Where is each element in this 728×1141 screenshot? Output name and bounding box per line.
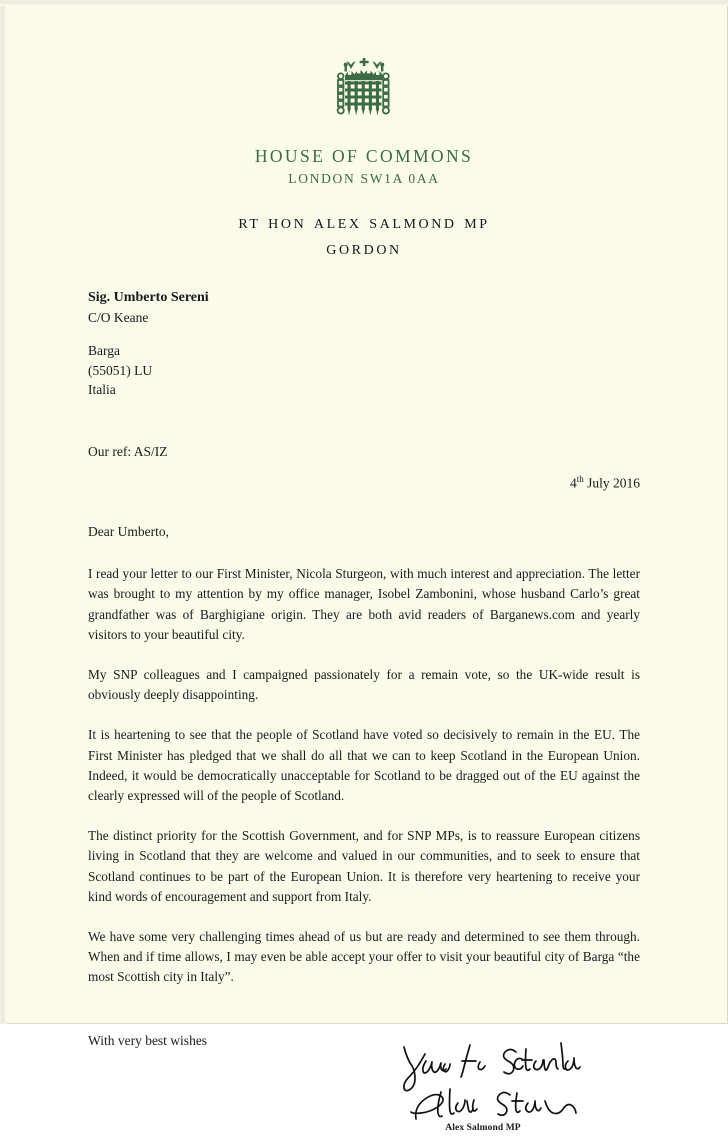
addressee-city: Barga	[88, 342, 120, 358]
body-paragraph: The distinct priority for the Scottish Government, and for SNP MPs, is to reassure European citizens living in Scotland that they are welcome and valued in our communities, and to seek to ensure that Scotland continues to be part of the European Union. It is therefore very heartening to receive your kind words of encouragement and support from Italy.	[88, 828, 640, 904]
member-name: rt hon alex salmond mp	[238, 211, 490, 234]
signed-name: Alex Salmond MP	[445, 1122, 521, 1133]
addressee-block	[88, 288, 640, 400]
member-constituency: gordon	[326, 237, 402, 260]
closing-line: With very best wishes	[88, 1032, 208, 1048]
addressee-country: Italia	[88, 382, 116, 398]
letterhead-institution: HOUSE OF COMMONS	[254, 146, 474, 166]
handwritten-signature-icon	[398, 1037, 628, 1123]
body-paragraph: We have some very challenging times ahead of us but are ready and determined to see them through. When and if time allows, I may even be able accept your offer to visit your beautiful city of Barga “the most Scottish city in Italy”.	[88, 928, 640, 985]
body-paragraph: I read your letter to our First Minister, Nicola Sturgeon, with much interest and appreciation. The letter was brought to my attention by my office manager, Isobel Zambonini, whose husband Carlo’s great grandfather was of Barghigiane origin. They are both avid readers of Barganews.com and yearly visitors to your beautiful city.	[88, 566, 640, 642]
addressee-postcode: (55051) LU	[88, 362, 153, 378]
addressee-name: Sig. Umberto Sereni	[88, 290, 209, 306]
addressee-care-of: C/O Keane	[88, 310, 149, 326]
date-ordinal: th	[576, 473, 584, 484]
portcullis-crowned-icon	[323, 57, 405, 129]
body-paragraph: It is heartening to see that the people of Scotland have voted so decisively to remain in the EU. The First Minister has pledged that we shall do all that we can to keep Scotland in the European Union. Indeed, it would be democratically unacceptable for Scotland to be dragged out of the EU against the clearly expressed will of the people of Scotland.	[88, 727, 640, 803]
letterhead-address: LONDON SW1A 0AA	[288, 171, 440, 187]
addressee-spacer	[88, 328, 640, 341]
reference-line: Our ref: AS/IZ	[88, 443, 168, 459]
salutation: Dear Umberto,	[88, 524, 169, 540]
date-line	[88, 474, 640, 492]
date-day: 4	[569, 475, 577, 491]
body-paragraph: My SNP colleagues and I campaigned passionately for a remain vote, so the UK-wide result is obviously deeply disappointing.	[88, 666, 640, 703]
letterhead	[0, 0, 728, 260]
date-rest: July 2016	[583, 475, 640, 491]
letter-body	[88, 288, 640, 1141]
signature-block	[88, 1031, 640, 1141]
